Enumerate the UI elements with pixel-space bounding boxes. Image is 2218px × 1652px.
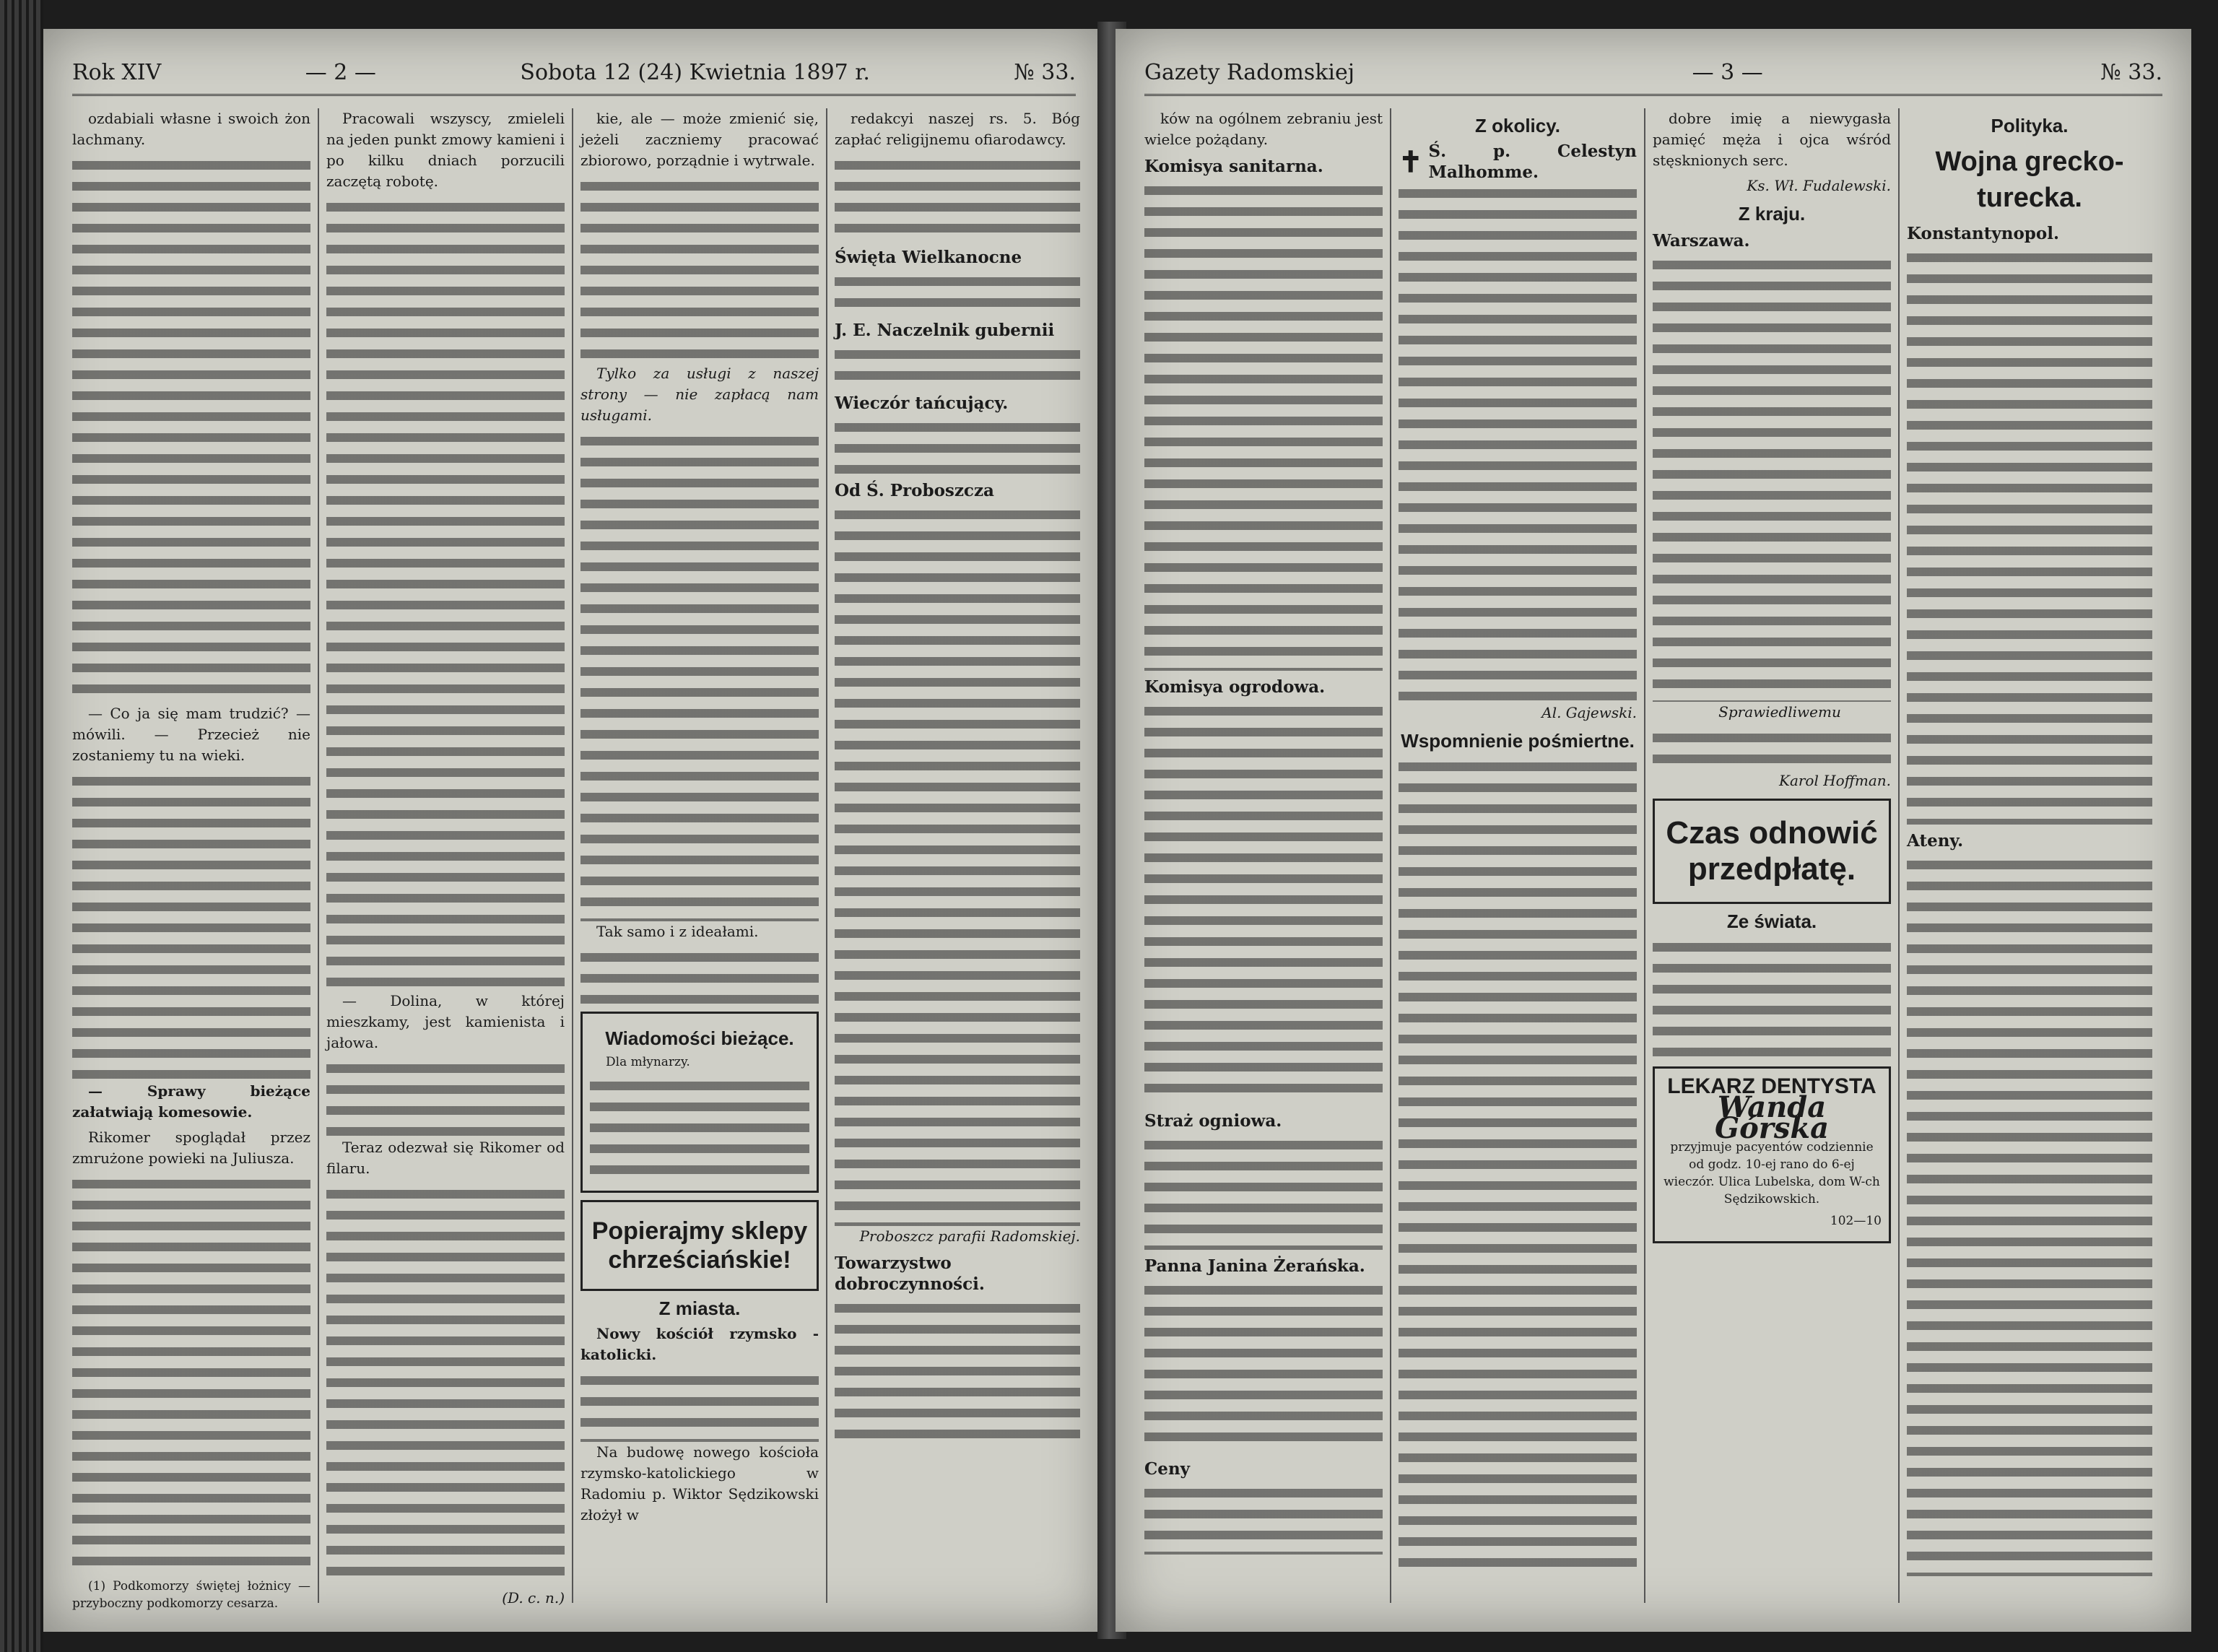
text-block xyxy=(326,1058,565,1137)
text-block xyxy=(72,770,310,1081)
text-block xyxy=(1144,1482,1383,1555)
section-heading: Ze świata. xyxy=(1726,910,1817,932)
article-heading: Komisya ogrodowa. xyxy=(1144,677,1326,697)
text-block xyxy=(835,1297,1080,1442)
to-be-continued: (D. c. n.) xyxy=(502,1589,565,1607)
right-column-4 xyxy=(1907,108,2152,1603)
right-column-1 xyxy=(1144,108,1383,1603)
column-rule xyxy=(318,108,319,1603)
text-block xyxy=(1399,183,1637,703)
article-text: Teraz odezwał się Rikomer od filaru. xyxy=(326,1139,565,1177)
page-number: — 2 — xyxy=(305,59,376,85)
dentist-ad-text: przyjmuje pacyentów codziennie od godz. 10-ej rano do 6-ej wieczór. Ulica Lubelska, dom W-ch Sędzikowskich. xyxy=(1664,1140,1880,1207)
signature: Ks. Wł. Fudalewski. xyxy=(1747,177,1891,194)
article-text: Tak samo i z ideałami. xyxy=(596,923,759,940)
text-block xyxy=(1907,854,2152,1576)
section-heading: Z miasta. xyxy=(658,1297,741,1319)
right-page-header xyxy=(1144,51,2162,96)
text-block xyxy=(72,155,310,703)
news-box-subhead: Dla młynarzy. xyxy=(606,1055,690,1069)
text-block xyxy=(1653,254,1891,702)
section-heading: Wspomnienie pośmiertne. xyxy=(1401,730,1635,752)
obituary-title: Ś. p. Celestyn Malhomme. xyxy=(1428,142,1637,182)
section-heading: — Sprawy bieżące załatwiają komesowie. xyxy=(72,1082,310,1121)
text-block xyxy=(1653,727,1891,770)
subscription-text: Czas odnowić przedpłatę. xyxy=(1666,815,1878,887)
book-binding xyxy=(0,0,43,1652)
issue-number: № 33. xyxy=(1014,59,1076,85)
signature: Karol Hoffman. xyxy=(1779,772,1891,789)
footnote: (1) Podkomorzy świętej łożnicy — przyboczny podkomorzy cesarza. xyxy=(72,1579,310,1611)
article-text: dobre imię a niewygasła pamięć męża i ojca wśród stęsknionych serc. xyxy=(1653,110,1891,169)
text-block xyxy=(1399,756,1637,1572)
section-heading: Z okolicy. xyxy=(1475,115,1560,136)
news-box xyxy=(580,1012,819,1193)
text-block xyxy=(580,947,819,1004)
quote-text: Sprawiedliwemu xyxy=(1718,703,1841,721)
article-heading: Święta Wielkanocne xyxy=(835,248,1022,267)
right-page xyxy=(1115,29,2191,1632)
text-block xyxy=(835,271,1080,314)
column-rule xyxy=(1898,108,1900,1603)
article-text: ozdabiali własne i swoich żon lachmany. xyxy=(72,110,310,148)
section-heading: Polityka. xyxy=(1991,115,2069,136)
support-ad-text: Popierajmy sklepy chrześciańskie! xyxy=(591,1217,808,1274)
left-column-2 xyxy=(326,108,565,1607)
column-rule xyxy=(1390,108,1391,1603)
right-column-2 xyxy=(1399,108,1637,1603)
text-block xyxy=(580,430,819,921)
text-block xyxy=(835,417,1080,474)
article-text: redakcyi naszej rs. 5. Bóg zapłać religijnemu ofiarodawcy. xyxy=(835,110,1080,148)
article-heading: Straż ogniowa. xyxy=(1144,1111,1282,1131)
cross-icon: ✝ xyxy=(1399,144,1423,179)
text-block xyxy=(326,196,565,991)
text-block xyxy=(580,175,819,363)
column-rule xyxy=(572,108,573,1603)
text-block xyxy=(835,155,1080,241)
subscription-notice xyxy=(1653,799,1891,904)
left-page xyxy=(43,29,1105,1632)
right-column-3 xyxy=(1653,108,1891,1603)
text-block xyxy=(835,344,1080,387)
page-title: Gazety Radomskiej xyxy=(1144,59,1355,85)
text-block xyxy=(1144,700,1383,1105)
text-block xyxy=(72,1173,310,1578)
text-block xyxy=(590,1075,809,1183)
column-rule xyxy=(826,108,827,1603)
text-block xyxy=(1144,1279,1383,1453)
text-block xyxy=(1144,180,1383,671)
news-box-title: Wiadomości bieżące. xyxy=(605,1027,794,1049)
article-text: ków na ogólnem zebraniu jest wielce pożądany. xyxy=(1144,110,1383,148)
page-number: — 3 — xyxy=(1692,59,1763,85)
left-column-3 xyxy=(580,108,819,1603)
article-heading: Komisya sanitarna. xyxy=(1144,157,1323,176)
article-title: Wojna grecko-turecka. xyxy=(1935,147,2124,213)
issue-number: № 33. xyxy=(2100,59,2162,85)
article-text: — Co ja się mam trudzić? — mówili. — Przecież nie zostaniemy tu na wieki. xyxy=(72,705,310,764)
article-heading: Nowy kościół rzymsko - katolicki. xyxy=(580,1325,819,1363)
text-block xyxy=(1144,1134,1383,1250)
article-text: Pracowali wszyscy, zmieleli na jeden punkt zmowy kamieni i po kilku dniach porzucili zaczętą robotę. xyxy=(326,110,565,190)
article-text: kie, ale — może zmienić się, jeżeli zaczniemy pracować zbiorowo, porządnie i wytrwale. xyxy=(580,110,819,169)
issue-date: Sobota 12 (24) Kwietnia 1897 r. xyxy=(520,59,870,85)
text-block xyxy=(1907,247,2152,825)
text-block xyxy=(835,504,1080,1226)
left-column-4 xyxy=(835,108,1080,1603)
article-heading: Konstantynopol. xyxy=(1907,224,2059,243)
article-heading: Panna Janina Żerańska. xyxy=(1144,1256,1365,1276)
dentist-ad-code: 102—10 xyxy=(1830,1214,1882,1228)
article-heading: Towarzystwo dobroczynności. xyxy=(835,1253,985,1294)
signature: Proboszcz parafii Radomskiej. xyxy=(859,1227,1080,1245)
year-label: Rok XIV xyxy=(72,59,162,85)
dentist-ad xyxy=(1653,1066,1891,1243)
section-heading: Z kraju. xyxy=(1738,203,1806,225)
article-text: Tylko za usługi z naszej strony — nie zapłacą nam usługami. xyxy=(580,365,819,424)
text-block xyxy=(1653,936,1891,1059)
dentist-ad-name: Wanda Górska xyxy=(1714,1090,1830,1145)
signature: Al. Gajewski. xyxy=(1541,704,1637,721)
left-column-1 xyxy=(72,108,310,1611)
support-ad xyxy=(580,1200,819,1291)
text-block xyxy=(580,1370,819,1442)
article-heading: J. E. Naczelnik gubernii xyxy=(835,321,1055,340)
article-heading: Warszawa. xyxy=(1653,231,1750,251)
article-text: Na budowę nowego kościoła rzymsko-katolickiego w Radomiu p. Wiktor Sędzikowski złożył w xyxy=(580,1443,819,1523)
article-heading: Od Ś. Proboszcza xyxy=(835,481,994,500)
left-page-header xyxy=(72,51,1076,96)
article-heading: Wieczór tańcujący. xyxy=(835,394,1009,413)
article-text: Rikomer spoglądał przez zmrużone powieki na Juliusza. xyxy=(72,1129,310,1167)
article-heading: Ateny. xyxy=(1907,831,1964,851)
column-rule xyxy=(1644,108,1645,1603)
dentist-ad-title: LEKARZ DENTYSTA xyxy=(1667,1074,1876,1098)
text-block xyxy=(326,1183,565,1588)
article-heading: Ceny xyxy=(1144,1459,1191,1479)
article-text: — Dolina, w której mieszkamy, jest kamienista i jałowa. xyxy=(326,992,565,1051)
